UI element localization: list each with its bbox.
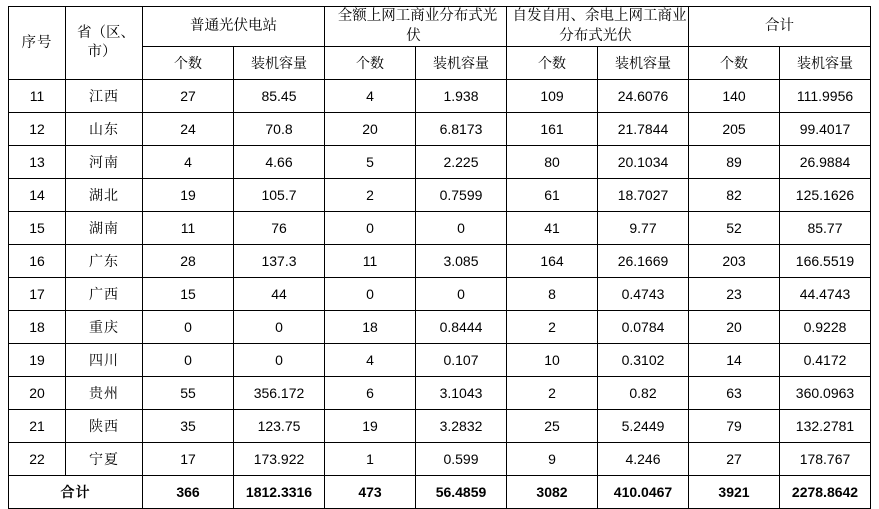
cell-serial: 14 <box>9 179 66 212</box>
cell-province: 宁夏 <box>66 443 143 476</box>
table-row <box>9 443 871 476</box>
cell-value: 2 <box>507 377 598 410</box>
cell-serial: 12 <box>9 113 66 146</box>
cell-value: 0 <box>325 278 416 311</box>
cell-value: 205 <box>689 113 780 146</box>
subheader-capacity-3: 装机容量 <box>598 47 689 80</box>
subheader-count-4: 个数 <box>689 47 780 80</box>
cell-province: 重庆 <box>66 311 143 344</box>
cell-value: 123.75 <box>234 410 325 443</box>
cell-value: 9 <box>507 443 598 476</box>
cell-value: 18 <box>325 311 416 344</box>
cell-value: 19 <box>325 410 416 443</box>
cell-value: 18.7027 <box>598 179 689 212</box>
cell-province: 山东 <box>66 113 143 146</box>
cell-value: 82 <box>689 179 780 212</box>
cell-value: 89 <box>689 146 780 179</box>
cell-value: 10 <box>507 344 598 377</box>
cell-value: 8 <box>507 278 598 311</box>
cell-value: 0.82 <box>598 377 689 410</box>
table-row <box>9 311 871 344</box>
cell-value: 6 <box>325 377 416 410</box>
cell-value: 4.246 <box>598 443 689 476</box>
cell-value: 4 <box>325 344 416 377</box>
cell-value: 19 <box>143 179 234 212</box>
cell-value: 25 <box>507 410 598 443</box>
total-value: 473 <box>325 476 416 509</box>
cell-value: 20 <box>325 113 416 146</box>
cell-value: 1.938 <box>416 80 507 113</box>
total-value: 366 <box>143 476 234 509</box>
cell-value: 61 <box>507 179 598 212</box>
cell-serial: 18 <box>9 311 66 344</box>
cell-value: 21.7844 <box>598 113 689 146</box>
cell-value: 11 <box>143 212 234 245</box>
total-label: 合计 <box>9 476 143 509</box>
cell-value: 99.4017 <box>780 113 871 146</box>
cell-value: 125.1626 <box>780 179 871 212</box>
cell-value: 0.3102 <box>598 344 689 377</box>
table-row <box>9 80 871 113</box>
cell-value: 70.8 <box>234 113 325 146</box>
cell-value: 0.599 <box>416 443 507 476</box>
total-value: 3082 <box>507 476 598 509</box>
subheader-capacity-2: 装机容量 <box>416 47 507 80</box>
cell-value: 85.45 <box>234 80 325 113</box>
table-row <box>9 146 871 179</box>
table-header <box>9 7 871 80</box>
cell-serial: 17 <box>9 278 66 311</box>
cell-value: 23 <box>689 278 780 311</box>
cell-value: 6.8173 <box>416 113 507 146</box>
cell-province: 江西 <box>66 80 143 113</box>
cell-value: 26.9884 <box>780 146 871 179</box>
cell-value: 0.0784 <box>598 311 689 344</box>
cell-value: 164 <box>507 245 598 278</box>
cell-value: 28 <box>143 245 234 278</box>
photovoltaic-statistics-table <box>8 6 871 509</box>
cell-value: 1 <box>325 443 416 476</box>
cell-province: 广西 <box>66 278 143 311</box>
cell-province: 湖北 <box>66 179 143 212</box>
cell-value: 41 <box>507 212 598 245</box>
cell-value: 0 <box>416 278 507 311</box>
cell-value: 44.4743 <box>780 278 871 311</box>
total-value: 410.0467 <box>598 476 689 509</box>
cell-province: 陕西 <box>66 410 143 443</box>
table-row <box>9 410 871 443</box>
cell-value: 17 <box>143 443 234 476</box>
cell-value: 356.172 <box>234 377 325 410</box>
cell-value: 3.2832 <box>416 410 507 443</box>
header-serial-number: 序号 <box>9 7 66 80</box>
cell-serial: 15 <box>9 212 66 245</box>
cell-value: 111.9956 <box>780 80 871 113</box>
cell-value: 178.767 <box>780 443 871 476</box>
cell-value: 0 <box>416 212 507 245</box>
cell-serial: 21 <box>9 410 66 443</box>
header-group-normal-station: 普通光伏电站 <box>143 7 325 47</box>
table-row <box>9 212 871 245</box>
cell-value: 109 <box>507 80 598 113</box>
cell-value: 0 <box>325 212 416 245</box>
cell-value: 140 <box>689 80 780 113</box>
cell-value: 3.1043 <box>416 377 507 410</box>
cell-value: 80 <box>507 146 598 179</box>
cell-value: 26.1669 <box>598 245 689 278</box>
cell-serial: 13 <box>9 146 66 179</box>
cell-value: 161 <box>507 113 598 146</box>
cell-value: 9.77 <box>598 212 689 245</box>
header-row-groups <box>9 7 871 47</box>
table-row <box>9 377 871 410</box>
cell-value: 360.0963 <box>780 377 871 410</box>
cell-serial: 11 <box>9 80 66 113</box>
cell-value: 27 <box>689 443 780 476</box>
cell-value: 4 <box>325 80 416 113</box>
cell-value: 20.1034 <box>598 146 689 179</box>
cell-value: 137.3 <box>234 245 325 278</box>
cell-value: 35 <box>143 410 234 443</box>
cell-value: 55 <box>143 377 234 410</box>
cell-value: 15 <box>143 278 234 311</box>
total-value: 1812.3316 <box>234 476 325 509</box>
subheader-count-3: 个数 <box>507 47 598 80</box>
cell-value: 79 <box>689 410 780 443</box>
header-group-self-use-distributed: 自发自用、余电上网工商业分布式光伏 <box>507 7 689 47</box>
cell-value: 0 <box>234 311 325 344</box>
cell-value: 173.922 <box>234 443 325 476</box>
subheader-count-2: 个数 <box>325 47 416 80</box>
cell-value: 203 <box>689 245 780 278</box>
table-body <box>9 80 871 509</box>
cell-value: 24 <box>143 113 234 146</box>
cell-province: 贵州 <box>66 377 143 410</box>
total-value: 3921 <box>689 476 780 509</box>
cell-province: 河南 <box>66 146 143 179</box>
cell-province: 四川 <box>66 344 143 377</box>
cell-value: 27 <box>143 80 234 113</box>
cell-value: 0.4743 <box>598 278 689 311</box>
header-group-full-grid-distributed: 全额上网工商业分布式光伏 <box>325 7 507 47</box>
cell-value: 0 <box>143 311 234 344</box>
cell-value: 0.4172 <box>780 344 871 377</box>
cell-value: 0 <box>143 344 234 377</box>
cell-province: 湖南 <box>66 212 143 245</box>
cell-value: 5 <box>325 146 416 179</box>
cell-value: 24.6076 <box>598 80 689 113</box>
cell-value: 0.7599 <box>416 179 507 212</box>
cell-value: 0.107 <box>416 344 507 377</box>
cell-value: 76 <box>234 212 325 245</box>
table-row <box>9 344 871 377</box>
cell-value: 2 <box>507 311 598 344</box>
cell-value: 132.2781 <box>780 410 871 443</box>
cell-serial: 16 <box>9 245 66 278</box>
cell-serial: 20 <box>9 377 66 410</box>
cell-value: 5.2449 <box>598 410 689 443</box>
cell-value: 20 <box>689 311 780 344</box>
table-row <box>9 113 871 146</box>
cell-value: 11 <box>325 245 416 278</box>
header-group-total: 合计 <box>689 7 871 47</box>
table-row <box>9 179 871 212</box>
cell-value: 52 <box>689 212 780 245</box>
cell-value: 2.225 <box>416 146 507 179</box>
total-value: 56.4859 <box>416 476 507 509</box>
cell-serial: 22 <box>9 443 66 476</box>
subheader-count-1: 个数 <box>143 47 234 80</box>
table-row <box>9 245 871 278</box>
cell-value: 2 <box>325 179 416 212</box>
subheader-capacity-1: 装机容量 <box>234 47 325 80</box>
cell-value: 0 <box>234 344 325 377</box>
cell-value: 4.66 <box>234 146 325 179</box>
cell-value: 105.7 <box>234 179 325 212</box>
cell-value: 0.8444 <box>416 311 507 344</box>
cell-value: 0.9228 <box>780 311 871 344</box>
table-row <box>9 278 871 311</box>
cell-value: 166.5519 <box>780 245 871 278</box>
total-value: 2278.8642 <box>780 476 871 509</box>
table-total-row <box>9 476 871 509</box>
cell-value: 4 <box>143 146 234 179</box>
cell-value: 63 <box>689 377 780 410</box>
cell-value: 85.77 <box>780 212 871 245</box>
cell-value: 44 <box>234 278 325 311</box>
cell-value: 14 <box>689 344 780 377</box>
cell-serial: 19 <box>9 344 66 377</box>
header-province: 省（区、市） <box>66 7 143 80</box>
cell-province: 广东 <box>66 245 143 278</box>
subheader-capacity-4: 装机容量 <box>780 47 871 80</box>
cell-value: 3.085 <box>416 245 507 278</box>
